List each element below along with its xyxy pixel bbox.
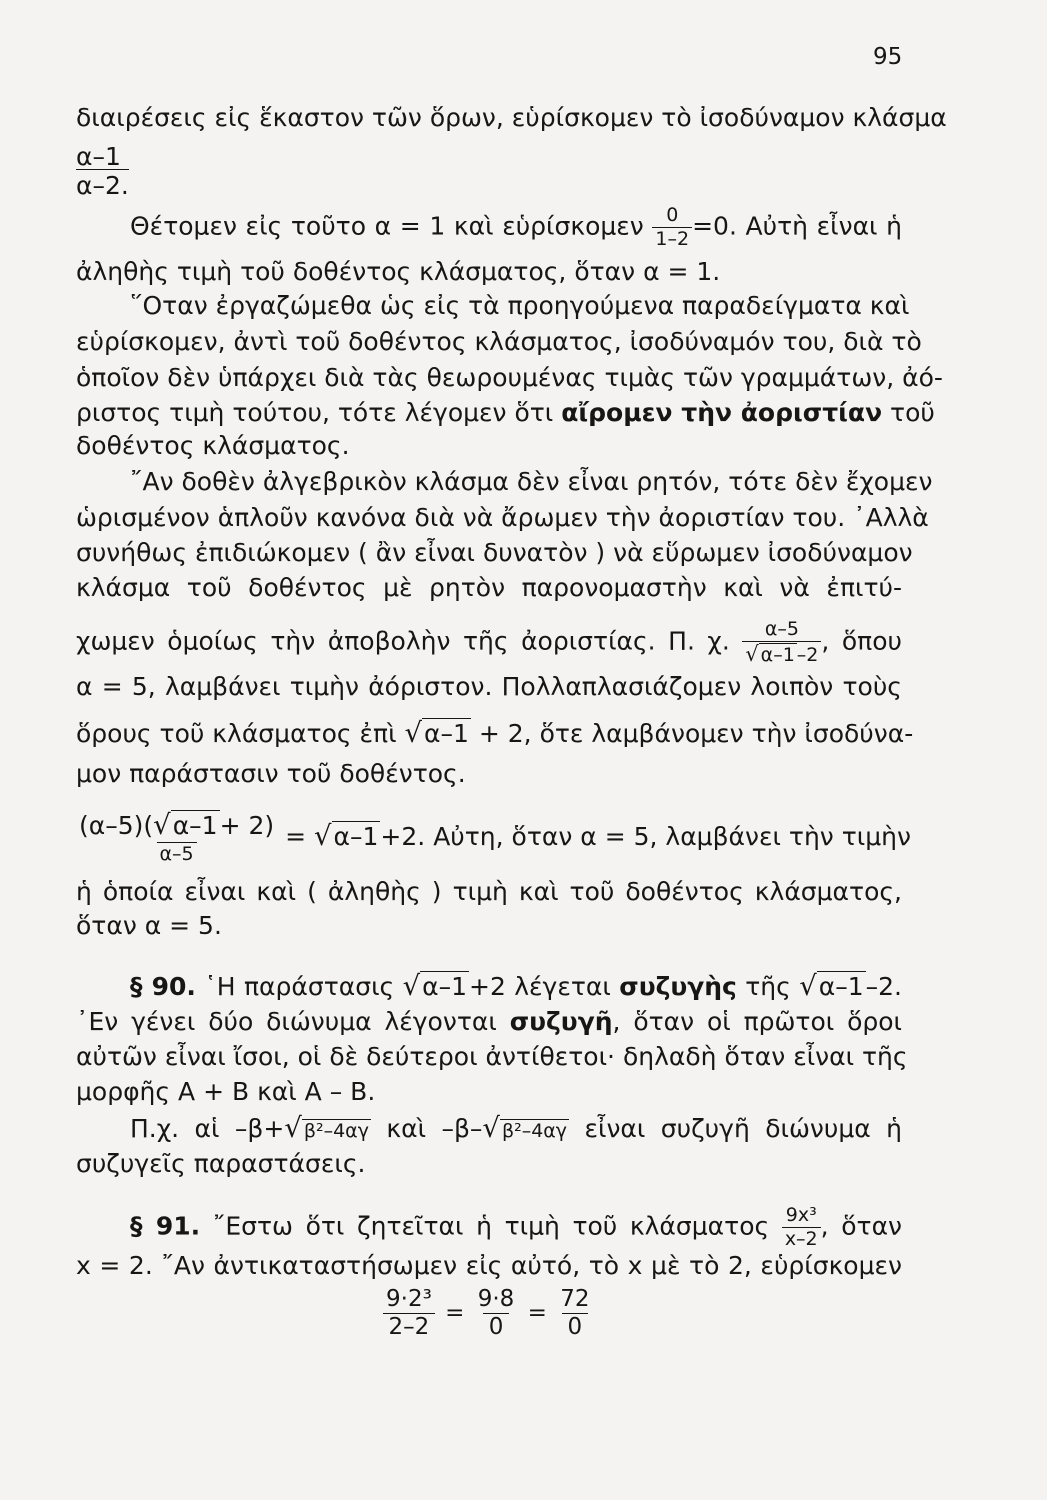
fraction-numerator: 72 [560,1286,590,1312]
bold-term: αἴρομεν τὴν ἀοριστίαν [561,398,883,427]
radicand: α–1 [172,811,218,840]
text-line: ἡ ὁποία εἶναι καὶ ( ἀληθὴς ) τιμὴ καὶ τοῦ δοθέντος κλάσματος, [76,877,902,906]
fraction [76,809,277,865]
fraction-numerator: α–5 [764,618,799,640]
text-segment: Αὐτη, ὅταν α = 5, λαμβάνει τὴν τιμὴν [433,821,911,851]
text-segment: ὅρους τοῦ κλάσματος ἐπὶ [76,719,397,748]
text-line: διαιρέσεις εἰς ἕκαστον τῶν ὅρων, εὑρίσκομεν τὸ ἰσοδύναμον κλάσμα [76,103,947,132]
radicand: β²–4αγ [303,1120,369,1142]
radicand: α–1 [333,821,379,851]
text-segment: , ὅπου [821,626,902,656]
fraction-denominator: 1–2 [652,227,692,249]
equals-sign: = [527,1300,547,1326]
period: . [120,171,129,200]
text-segment: καὶ –β– [386,1114,483,1143]
radicand: β²–4αγ [501,1120,568,1142]
equals-sign: = [285,821,307,851]
radicand: α–1 [760,644,795,666]
text-line: μον παράστασιν τοῦ δοθέντος. [76,759,466,788]
sqrt-sign: √ [404,717,423,749]
text-segment: , ὅταν [820,1211,903,1241]
sqrt-sign: √ [402,970,421,1002]
fraction-denominator: 0 [483,1313,510,1339]
text-line [130,1204,903,1250]
fraction-denominator: 0 [562,1313,589,1339]
fraction-numerator: 9x³ [785,1204,817,1226]
fraction-numerator: 9·2³ [386,1286,432,1312]
text-segment: , ὅταν οἱ πρῶτοι ὅροι [612,1007,902,1036]
text-line: x = 2. ῎Αν ἀντικαταστήσωμεν εἰς αὐτό, τὸ x μὲ τὸ 2, εὑρίσκομεν [76,1251,902,1280]
text-line: α = 5, λαμβάνει τιμὴν ἀόριστον. Πολλαπλασιάζομεν λοιπὸν τοὺς [76,672,902,701]
fraction-numerator: 9·8 [477,1286,515,1312]
sqrt-expression [405,719,471,748]
text-line [76,397,935,433]
text-line: εὑρίσκομεν, ἀντὶ τοῦ δοθέντος κλάσματος, ἰσοδύναμόν του, διὰ τὸ [76,327,922,356]
text-segment: +2 λέγεται [469,972,611,1001]
section-label: § 91. [130,1211,201,1241]
text-line [76,1006,902,1042]
fraction-equation [380,1288,595,1339]
text-segment: τῆς [745,972,791,1001]
text-line: ῎Αν δοθὲν ἀλγεβρικὸν κλάσμα δὲν εἶναι ρητόν, τότε δὲν ἔχομεν [130,467,933,496]
text-segment: ᾿Εν γένει δύο διώνυμα λέγονται [76,1007,497,1036]
text-line [76,618,902,666]
text-segment: Θέτομεν εἰς τοῦτο α = 1 καὶ εὑρίσκομεν [130,211,644,241]
sqrt-expression [799,972,902,1001]
fraction [652,206,692,249]
text-segment: ριστος τιμὴ τούτου, τότε λέγομεν ὅτι [76,398,554,427]
text-segment: ῾Η παράστασις [204,972,395,1001]
text-line [130,204,902,250]
sqrt-sign: √ [314,819,332,852]
fraction-numerator: α–1 [76,142,121,171]
text-line [130,1112,902,1148]
fraction [472,1288,521,1339]
page-number: 95 [873,44,903,70]
text-segment: (α–5)( [79,811,154,840]
text-segment: +2. [380,821,426,851]
text-line: κλάσμα τοῦ δοθέντος μὲ ρητὸν παρονομαστὴν καὶ νὰ ἐπιτύ- [76,573,902,602]
text-line: συνήθως ἐπιδιώκομεν ( ἂν εἶναι δυνατὸν ) νὰ εὕρωμεν ἰσοδύναμον [76,538,913,567]
fraction [554,1288,595,1339]
fraction [782,1206,821,1249]
text-segment: =0. Αὐτὴ εἶναι ἡ [692,211,902,241]
fraction-denominator [742,641,821,665]
text-line: μορφῆς Α + Β καὶ Α – Β. [76,1077,376,1106]
sqrt-expression [284,1114,371,1143]
sqrt-sign: √ [284,1112,302,1144]
fraction [742,620,821,665]
text-line: αὐτῶν εἶναι ἴσοι, οἱ δὲ δεύτεροι ἀντίθετοι· δηλαδὴ ὅταν εἶναι τῆς [76,1042,908,1071]
sqrt-sign: √ [153,809,171,841]
text-segment: τοῦ [890,398,935,427]
text-line: ἀληθὴς τιμὴ τοῦ δοθέντος κλάσματος, ὅταν α = 1. [76,257,721,286]
fraction-denominator: α–5 [157,842,197,864]
sqrt-expression [403,972,611,1001]
bold-term: συζυγῆ [509,1007,613,1036]
bold-term: συζυγὴς [619,972,737,1001]
text-segment: Π.χ. αἱ –β+ [130,1114,285,1143]
radicand: α–1 [424,719,469,748]
fraction-denominator: α–2 [76,171,121,200]
sqrt-sign: √ [482,1112,500,1144]
radicand: α–1 [422,972,467,1001]
text-line: δοθέντος κλάσματος. [76,431,350,460]
equals-sign: = [445,1300,465,1326]
text-segment: χωμεν ὁμοίως τὴν ἀποβολὴν τῆς ἀοριστίας. Π. χ. [76,626,730,656]
text-line [76,717,914,753]
text-segment: + 2, ὅτε λαμβάνομεν τὴν ἰσοδύνα- [478,719,914,748]
fraction [76,144,129,198]
text-line: συζυγεῖς παραστάσεις. [76,1149,366,1178]
fraction-numerator: 0 [666,204,679,226]
text-segment: –2. [865,972,902,1001]
fraction-numerator [76,809,277,842]
text-segment: εἶναι συζυγῆ διώνυμα ἡ [584,1114,902,1143]
text-line: ῞Οταν ἐργαζώμεθα ὡς εἰς τὰ προηγούμενα παραδείγματα καὶ [130,291,910,320]
text-line: ὅταν α = 5. [76,911,222,940]
fraction-denominator: x–2 [782,1227,821,1249]
sqrt-expression [314,819,426,852]
sqrt-sign: √ [745,642,759,666]
equation-line [76,809,911,865]
text-line [130,970,902,1006]
sqrt-sign: √ [799,970,817,1002]
fraction [380,1288,438,1339]
text-line: ὡρισμένον ἁπλοῦν κανόνα διὰ νὰ ἄρωμεν τὴν ἀοριστίαν του. ᾿Αλλὰ [76,503,929,532]
text-line: ὁποῖον δὲν ὑπάρχει διὰ τὰς θεωρουμένας τιμὰς τῶν γραμμάτων, ἀό- [76,363,943,392]
text-segment: ῎Εστω ὅτι ζητεῖται ἡ τιμὴ τοῦ κλάσματος [212,1211,770,1241]
text-segment: + 2) [219,811,275,840]
sqrt-expression [482,1114,569,1143]
section-label: § 90. [130,972,196,1001]
fraction-denominator: 2–2 [383,1313,436,1339]
text-segment: –2 [796,644,819,666]
radicand: α–1 [818,972,864,1001]
